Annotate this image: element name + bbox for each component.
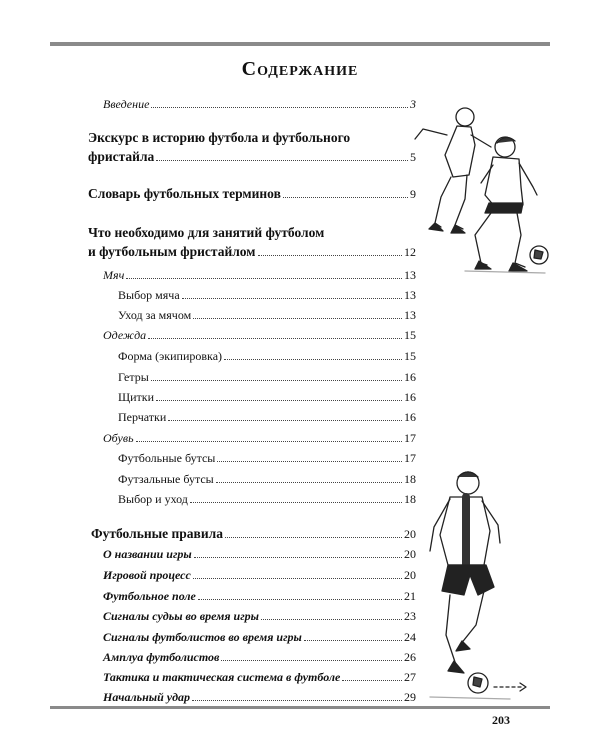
two-players-illustration <box>405 95 555 280</box>
kicking-player-illustration <box>420 465 550 705</box>
toc-entry-clothes[interactable]: Одежда 15 <box>103 328 416 342</box>
toc-entry-ball[interactable]: Мяч 13 <box>103 268 416 282</box>
toc-entry-dictionary[interactable]: Словарь футбольных терминов 9 <box>88 186 416 201</box>
toc-entry-player-signals[interactable]: Сигналы футболистов во время игры 24 <box>103 630 416 644</box>
toc-entry-ball-choice[interactable]: Выбор мяча 13 <box>118 288 416 302</box>
toc-entry-history[interactable]: фристайла 5 <box>88 149 416 164</box>
bottom-rule <box>50 706 550 709</box>
toc-entry-rules[interactable]: Футбольные правила 20 <box>91 526 416 541</box>
toc-entry-field[interactable]: Футбольное поле 21 <box>103 589 416 603</box>
toc-entry-game-name[interactable]: О названии игры 20 <box>103 547 416 561</box>
toc-entry-choice-care[interactable]: Выбор и уход 18 <box>118 492 416 506</box>
toc-entry-kickoff[interactable]: Начальный удар 29 <box>103 690 416 704</box>
page-number: 203 <box>492 713 510 727</box>
toc-entry-ball-care[interactable]: Уход за мячом 13 <box>118 308 416 322</box>
toc-entry-need-line1[interactable]: Что необходимо для занятий футболом <box>88 225 325 240</box>
toc-entry-socks[interactable]: Гетры 16 <box>118 370 416 384</box>
page-title: Содержание <box>241 58 359 80</box>
toc-entry-football-boots[interactable]: Футбольные бутсы 17 <box>118 451 416 465</box>
toc-entry-gloves[interactable]: Перчатки 16 <box>118 410 416 424</box>
toc-entry-shields[interactable]: Щитки 16 <box>118 390 416 404</box>
toc-entry-need[interactable]: и футбольным фристайлом 12 <box>88 244 416 259</box>
toc-entry-game-process[interactable]: Игровой процесс 20 <box>103 568 416 582</box>
toc-entry-uniform[interactable]: Форма (экипировка) 15 <box>118 349 416 363</box>
toc-entry-intro[interactable]: Введение 3 <box>103 97 416 111</box>
toc-entry-tactics[interactable]: Тактика и тактическая система в футболе 27 <box>103 670 416 684</box>
toc-entry-futsal-boots[interactable]: Футзальные бутсы 18 <box>118 472 416 486</box>
toc-entry-history-line1[interactable]: Экскурс в историю футбола и футбольного <box>88 130 351 145</box>
toc-entry-referee-signals[interactable]: Сигналы судьы во время игры 23 <box>103 609 416 623</box>
toc-entry-shoes[interactable]: Обувь 17 <box>103 431 416 445</box>
toc-entry-roles[interactable]: Амплуа футболистов 26 <box>103 650 416 664</box>
